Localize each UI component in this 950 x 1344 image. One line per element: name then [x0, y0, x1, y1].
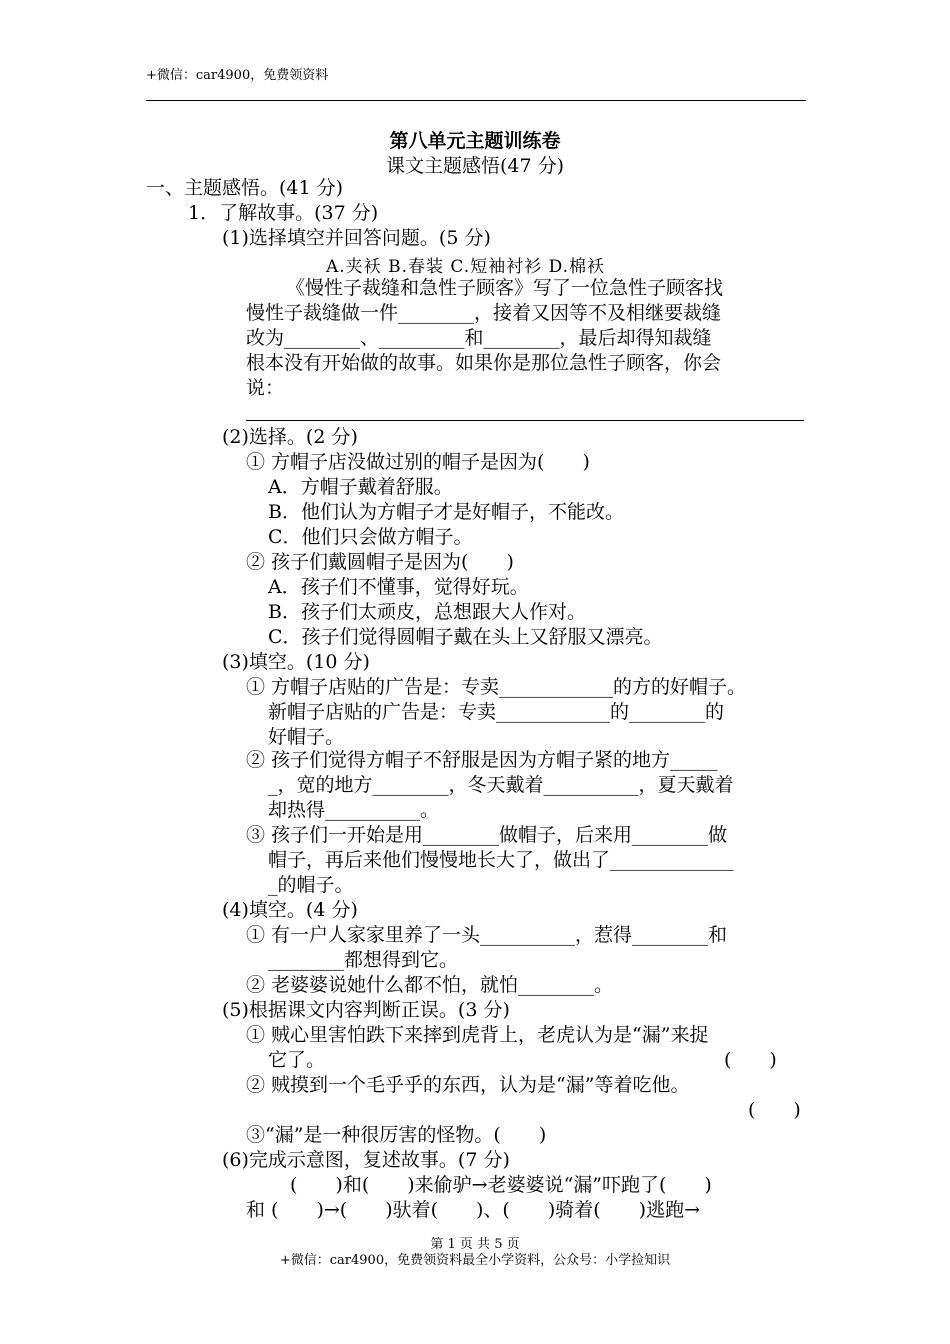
header-rule [146, 100, 806, 101]
part4-heading: (4)填空。(4 分) [222, 899, 358, 921]
fill-line: ① 方帽子店贴的广告是：专卖____________的方的好帽子。 [246, 676, 747, 698]
part1-line: 根本没有开始做的故事。如果你是那位急性子顾客，你会 [246, 352, 722, 374]
choice-option[interactable]: C．孩子们觉得圆帽子戴在头上又舒服又漂亮。 [268, 626, 663, 648]
section-heading: 一、主题感悟。(41 分) [146, 177, 344, 199]
page-header: +微信：car4900，免费领资料 [146, 68, 329, 83]
part3-heading: (3)填空。(10 分) [222, 651, 370, 673]
judge-statement: 它了。 [268, 1049, 326, 1071]
judge-bracket[interactable]: ( ) [748, 1099, 801, 1121]
part1-heading: (1)选择填空并回答问题。(5 分) [222, 227, 491, 249]
fill-line: 好帽子。 [268, 726, 345, 748]
part1-line: 改为________、_________和________，最后却得知裁缝 [246, 327, 712, 349]
fill-line: ② 孩子们觉得方帽子不舒服是因为方帽子紧的地方_____ [246, 749, 718, 771]
fill-line: ② 老婆婆说她什么都不怕，就怕________。 [246, 974, 614, 996]
question-heading: 1．了解故事。(37 分) [188, 202, 379, 224]
diagram-line: ( )和( )来偷驴→老婆婆说“漏”吓跑了( ) [290, 1174, 712, 1196]
part1-line: 《慢性子裁缝和急性子顾客》写了一位急性子顾客找 [286, 277, 724, 299]
fill-line: _的帽子。 [268, 874, 354, 896]
choice-option[interactable]: A．孩子们不懂事，觉得好玩。 [268, 576, 529, 598]
judge-statement: ② 贼摸到一个毛乎乎的东西，认为是“漏”等着吃他。 [246, 1074, 690, 1096]
answer-line[interactable] [246, 420, 804, 421]
judge-statement: ③“漏”是一种很厉害的怪物。( ) [246, 1124, 547, 1146]
part1-line: 说： [246, 377, 285, 399]
choice-option[interactable]: C．他们只会做方帽子。 [268, 526, 473, 548]
fill-line: 新帽子店贴的广告是：专卖____________的________的 [268, 701, 725, 723]
choice-question: ② 孩子们戴圆帽子是因为( ) [246, 551, 514, 573]
part1-options: A.夹袄 B.春装 C.短袖衬衫 D.棉袄 [326, 257, 606, 277]
fill-line: 帽子，再后来他们慢慢地长大了，做出了_____________ [268, 849, 734, 871]
choice-option[interactable]: B．孩子们太顽皮，总想跟大人作对。 [268, 601, 586, 623]
page-number: 第 1 页 共 5 页 [430, 1237, 520, 1252]
part5-heading: (5)根据课文内容判断正误。(3 分) [222, 999, 510, 1021]
fill-line: ① 有一户人家家里养了一头__________，惹得________和 [246, 924, 728, 946]
part6-heading: (6)完成示意图，复述故事。(7 分) [222, 1149, 510, 1171]
judge-bracket[interactable]: ( ) [724, 1049, 777, 1071]
choice-option[interactable]: A．方帽子戴着舒服。 [268, 476, 453, 498]
fill-line: ________都想得到它。 [268, 949, 459, 971]
part1-line: 慢性子裁缝做一件________，接着又因等不及相继要裁缝 [246, 302, 722, 324]
fill-line: 却热得__________。 [268, 799, 440, 821]
judge-statement: ① 贼心里害怕跌下来摔到虎背上，老虎认为是“漏”来捉 [246, 1024, 709, 1046]
fill-line: _，宽的地方________，冬天戴着__________，夏天戴着 [268, 774, 734, 796]
diagram-line: 和 ( )→( )驮着( )、( )骑着( )逃跑→ [246, 1199, 701, 1221]
page-footer: +微信：car4900，免费领资料最全小学资料，公众号：小学捡知识 [279, 1253, 671, 1268]
page-subtitle: 课文主题感悟(47 分) [385, 155, 565, 177]
part2-heading: (2)选择。(2 分) [222, 426, 358, 448]
fill-line: ③ 孩子们一开始是用________做帽子，后来用________做 [246, 824, 728, 846]
choice-question: ① 方帽子店没做过别的帽子是因为( ) [246, 451, 590, 473]
choice-option[interactable]: B．他们认为方帽子才是好帽子，不能改。 [268, 501, 624, 523]
page-title: 第八单元主题训练卷 [389, 130, 561, 152]
